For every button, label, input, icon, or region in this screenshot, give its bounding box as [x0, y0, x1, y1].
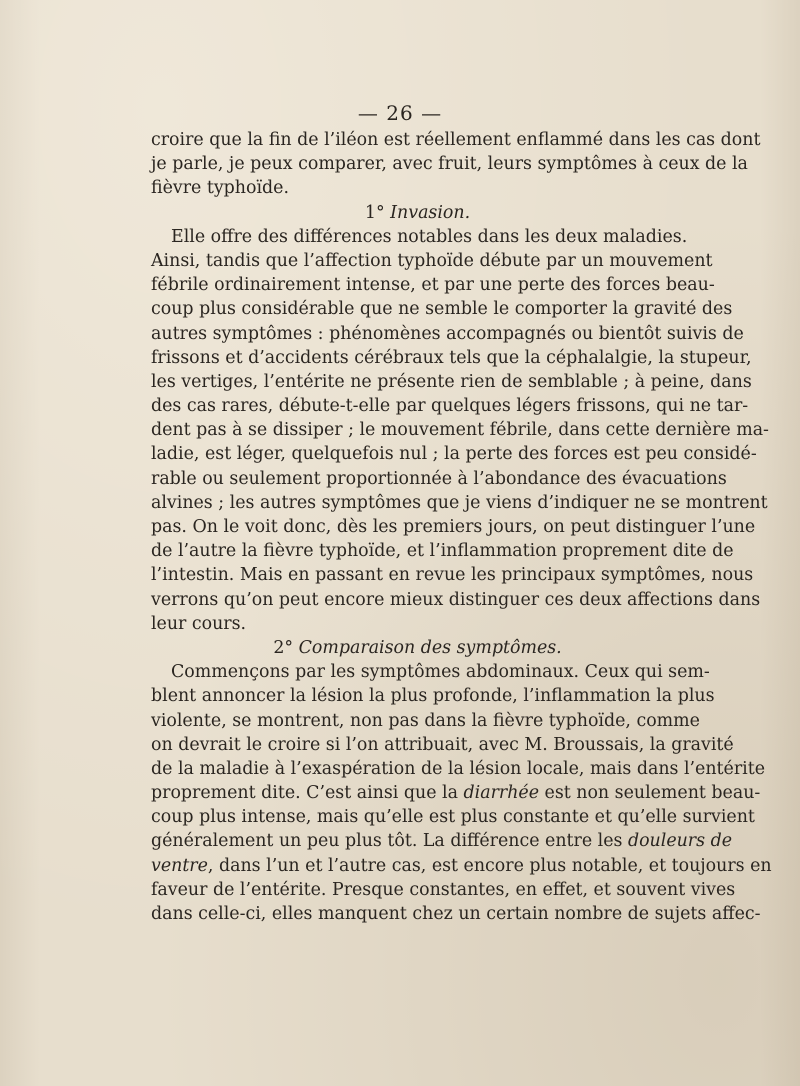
text-line: alvines ; les autres symptômes que je viens d’indiquer ne se montrent: [151, 492, 768, 513]
text-line: dans celle-ci, elles manquent chez un certain nombre de sujets affec-: [151, 904, 761, 924]
text-line: je parle, je peux comparer, avec fruit, leurs symptômes à ceux de la: [151, 154, 748, 175]
text-line: violente, se montrent, non pas dans la fièvre typhoïde, comme: [151, 710, 700, 731]
text-line: [151, 854, 772, 878]
text-line: autres symptômes : phénomènes accompagnés ou bientôt suivis de: [151, 323, 744, 344]
text-line: blent annoncer la lésion la plus profonde, l’inflammation la plus: [151, 686, 715, 707]
text-line: coup plus considérable que ne semble le comporter la gravité des: [151, 299, 733, 320]
text-run: généralement un peu plus tôt. La différence entre les: [151, 831, 628, 852]
heading-title: Comparaison des symptômes.: [298, 637, 562, 658]
text-line: Elle offre des différences notables dans les deux maladies.: [171, 226, 688, 247]
page-number: — 26 —: [357, 101, 443, 125]
text-run: est non seulement beau-: [539, 783, 761, 804]
text-line: des cas rares, débute-t-elle par quelques légers frissons, qui ne tar-: [151, 396, 749, 417]
text-line: verrons qu’on peut encore mieux distinguer ces deux affections dans: [151, 589, 761, 610]
text-line: fièvre typhoïde.: [151, 178, 289, 199]
text-line: pas. On le voit donc, dès les premiers jours, on peut distinguer l’une: [151, 517, 756, 537]
text-line: faveur de l’entérite. Presque constantes, en effet, et souvent vives: [151, 879, 736, 900]
body-text: [151, 128, 772, 926]
text-line: de la maladie à l’exaspération de la lésion locale, mais dans l’entérite: [151, 758, 765, 779]
text-line: les vertiges, l’entérite ne présente rien de semblable ; à peine, dans: [151, 371, 752, 392]
text-line: [151, 829, 732, 853]
text-line: fébrile ordinairement intense, et par une perte des forces beau-: [151, 275, 715, 296]
emphasis-term: diarrhée: [463, 783, 539, 804]
text-line: frissons et d’accidents cérébraux tels que la céphalalgie, la stupeur,: [151, 347, 752, 368]
heading-title: Invasion.: [390, 202, 471, 223]
text-run: proprement dite. C’est ainsi que la: [151, 783, 464, 804]
text-line: [151, 781, 761, 805]
text-run: , dans l’un et l’autre cas, est encore plus notable, et toujours en: [207, 855, 772, 876]
text-line: rable ou seulement proportionnée à l’abondance des évacuations: [151, 468, 727, 489]
text-line: ladie, est léger, quelquefois nul ; la perte des forces est peu considé-: [151, 444, 757, 465]
text-line: Commençons par les symptômes abdominaux. Ceux qui sem-: [171, 662, 710, 683]
text-line: coup plus intense, mais qu’elle est plus constante et qu’elle survient: [151, 807, 755, 828]
emphasis-term: douleurs de: [627, 831, 732, 852]
text-line: dent pas à se dissiper ; le mouvement fébrile, dans cette dernière ma-: [151, 420, 769, 441]
text-line: l’intestin. Mais en passant en revue les principaux symptômes, nous: [151, 565, 754, 586]
text-line: on devrait le croire si l’on attribuait, avec M. Broussais, la gravité: [151, 734, 734, 755]
section-heading-invasion: [151, 201, 684, 225]
heading-number: 2°: [273, 637, 299, 658]
text-line: de l’autre la fièvre typhoïde, et l’inflammation proprement dite de: [151, 541, 734, 562]
heading-number: 1°: [364, 202, 391, 223]
emphasis-term: ventre: [151, 855, 208, 876]
text-line: leur cours.: [151, 613, 247, 634]
section-heading-comparaison: [151, 636, 684, 660]
text-line: Ainsi, tandis que l’affection typhoïde débute par un mouvement: [151, 250, 713, 271]
text-line: croire que la fin de l’iléon est réellement enflammé dans les cas dont: [151, 130, 761, 150]
